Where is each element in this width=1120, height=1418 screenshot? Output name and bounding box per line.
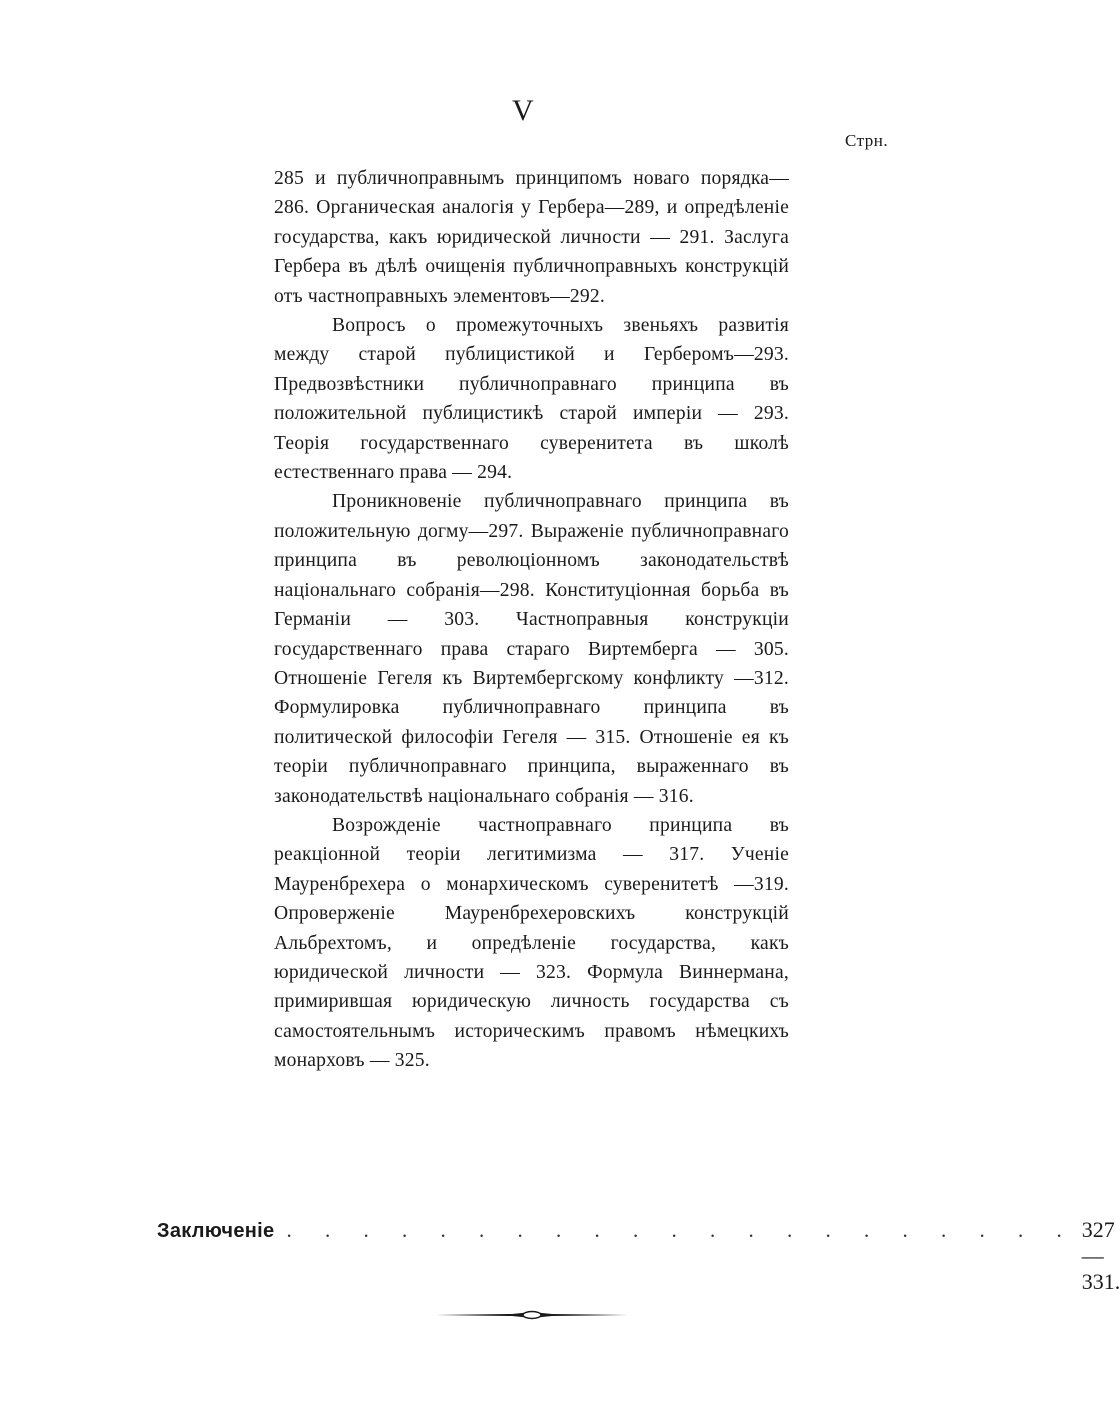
- paragraph-2: Вопросъ о промежуточныхъ звеньяхъ развитія между старой публицистикой и Герберомъ—293. Предвозвѣстники публичноправнаго принципа въ положительной публицистикѣ старой имперіи — 293. Теорія государственнаго суверенитета въ школѣ естественнаго права — 294.: [274, 315, 789, 484]
- paragraph-1: 285 и публичноправнымъ принципомъ новаго порядка—286. Органическая аналогія у Гербера—289, и опредѣленіе государства, какъ юридической личности — 291. Заслуга Гербера въ дѣлѣ очищенія публичноправныхъ конструкцій отъ частноправныхъ элементовъ—292.: [274, 168, 789, 307]
- paragraph-4: Возрожденіе частноправнаго принципа въ реакціонной теоріи легитимизма — 317. Ученіе Мауренбрехера о монархическомъ суверенитетѣ —319. Опроверженіе Мауренбрехеровскихъ конструкцій Альбрехтомъ, и опредѣленіе государства, какъ юридической личности — 323. Формула Виннермана, примирившая юридическую личность государства съ самостоятельнымъ историческимъ правомъ нѣмецкихъ монарховъ — 325.: [274, 814, 789, 1072]
- toc-entry-label: Заключеніе: [157, 1220, 275, 1242]
- toc-entry-pages: 327—331.: [1081, 1217, 1120, 1294]
- contents-text: [274, 164, 789, 1076]
- toc-entry-conclusion: [157, 1217, 1120, 1295]
- ornament-divider: [432, 1304, 632, 1326]
- toc-leader-dots: . . . . . . . . . . . . . . . . . . . . .: [286, 1218, 1076, 1242]
- page-numeral: V: [512, 94, 534, 127]
- page-column-heading: Стрн.: [845, 131, 889, 150]
- paragraph-3: Проникновеніе публичноправнаго принципа въ положительную догму—297. Выраженіе публичноправнаго принципа въ революціонномъ законодательствѣ національнаго собранія—298. Конституціонная борьба въ Германіи — 303. Частноправныя конструкціи государственнаго права стараго Виртемберга — 305. Отношеніе Гегеля къ Виртембергскому конфликту —312. Формулировка публичноправнаго принципа въ политической философіи Гегеля — 315. Отношеніе ея къ теоріи публичноправнаго принципа, выраженнаго въ законодательствѣ національнаго собранія — 316.: [274, 491, 789, 807]
